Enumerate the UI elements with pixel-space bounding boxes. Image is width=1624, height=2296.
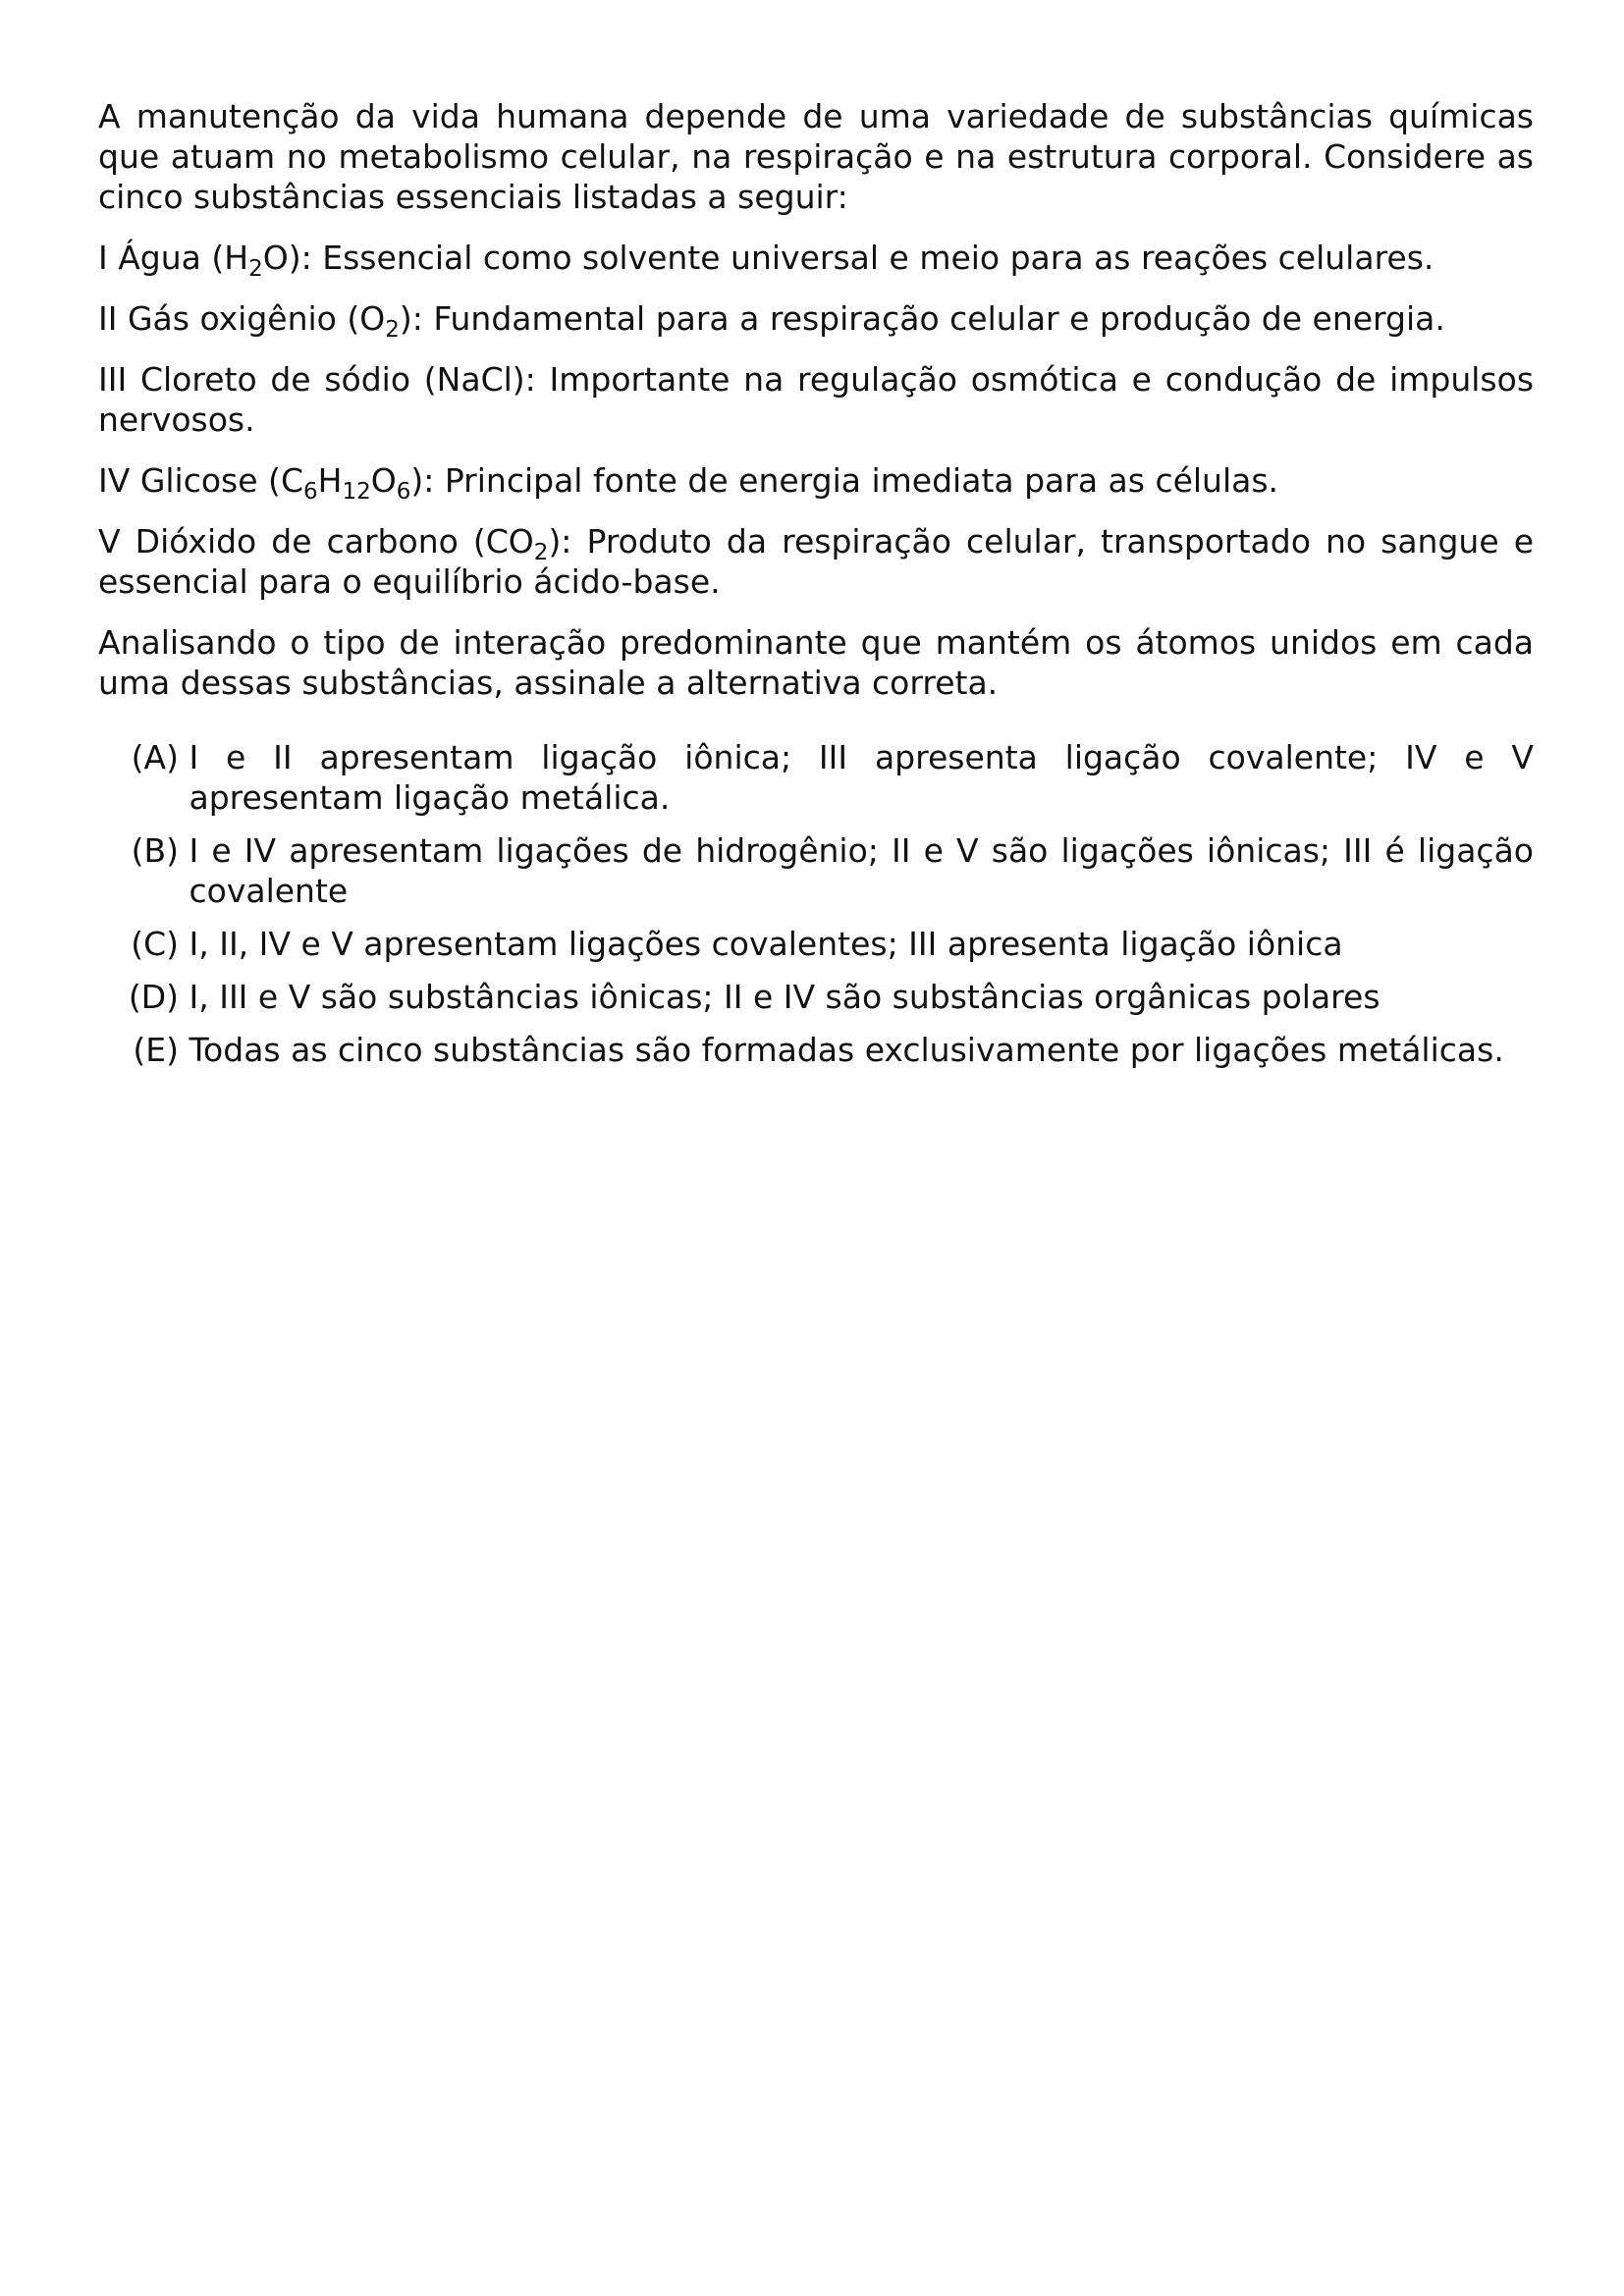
substance-description: Fundamental para a respiração celular e produção de energia. bbox=[433, 299, 1445, 338]
formula-subscript: 2 bbox=[533, 540, 549, 565]
option-text: I e IV apresentam ligações de hidrogênio; II e V são ligações iônicas; III é ligação covalente bbox=[189, 831, 1534, 910]
answer-option[interactable] bbox=[98, 830, 1534, 911]
answer-option[interactable] bbox=[98, 924, 1534, 964]
option-text: Todas as cinco substâncias são formadas exclusivamente por ligações metálicas. bbox=[189, 1031, 1504, 1069]
option-letter: (A) bbox=[131, 738, 179, 776]
substance-formula bbox=[359, 299, 400, 343]
formula-subscript: 12 bbox=[342, 479, 371, 505]
option-text: I, III e V são substâncias iônicas; II e IV são substâncias orgânicas polares bbox=[189, 978, 1380, 1016]
answer-option[interactable] bbox=[98, 977, 1534, 1017]
formula-symbol: CO bbox=[485, 522, 534, 561]
option-letter: (D) bbox=[128, 978, 179, 1016]
substance-formula bbox=[437, 360, 513, 399]
formula-subscript: 6 bbox=[302, 479, 318, 505]
substance-formula bbox=[280, 461, 411, 505]
formula-symbol: H bbox=[317, 461, 343, 500]
substance-numeral: I bbox=[98, 239, 108, 277]
substance-item: IV Glicose $(C_6H_{12}O_6)$: Principal fonte de energia imediata para as células. bbox=[98, 461, 1279, 505]
substance-item: II Gás oxigênio $(O_2)$: Fundamental para a respiração celular e produção de energia. bbox=[98, 299, 1445, 343]
intro-paragraph: A manutenção da vida humana depende de uma variedade de substâncias químicas que atuam no metabolismo celular, na respiração e na estrutura corporal. Considere as cinco substâncias essenciais listadas a seguir: bbox=[98, 97, 1534, 216]
substance-item: V Dióxido de carbono $(CO_2)$: Produto da respiração celular, transportado no sangue e essencial para o equilíbrio ácido-base. bbox=[98, 522, 1534, 601]
answer-option[interactable] bbox=[98, 1030, 1534, 1070]
substance-item: I Água $(H_2O)$: Essencial como solvente universal e meio para as reações celulares. bbox=[98, 239, 1435, 282]
substance-description: Essencial como solvente universal e meio para as reações celulares. bbox=[322, 239, 1435, 277]
option-letter: (C) bbox=[131, 925, 179, 963]
formula-subscript: 6 bbox=[396, 479, 411, 505]
substance-description: Principal fonte de energia imediata para as células. bbox=[444, 461, 1279, 500]
formula-symbol: NaCl bbox=[436, 360, 513, 399]
substance-name: Dióxido de carbono bbox=[135, 522, 459, 561]
substance-numeral: V bbox=[98, 522, 121, 561]
substance-formula bbox=[485, 522, 549, 565]
formula-subscript: 2 bbox=[385, 317, 400, 343]
substance-numeral: II bbox=[98, 299, 118, 338]
substance-numeral: IV bbox=[98, 461, 131, 500]
substance-name: Cloreto de sódio bbox=[139, 360, 411, 399]
question-page bbox=[98, 96, 1534, 1083]
substance-formula bbox=[224, 239, 289, 282]
substance-list bbox=[98, 238, 1534, 602]
substance-name: Glicose bbox=[139, 461, 258, 500]
formula-symbol: O bbox=[262, 239, 289, 277]
formula-symbol: C bbox=[280, 461, 303, 500]
formula-symbol: H bbox=[224, 239, 249, 277]
option-letter: (E) bbox=[133, 1031, 179, 1069]
option-text: I e II apresentam ligação iônica; III apresenta ligação covalente; IV e V apresentam ligação metálica. bbox=[189, 738, 1534, 817]
substance-description: Importante na regulação osmótica e condução de impulsos nervosos. bbox=[98, 360, 1535, 439]
substance-name: Água bbox=[118, 239, 201, 277]
formula-symbol: O bbox=[359, 299, 386, 338]
formula-symbol: O bbox=[370, 461, 397, 500]
option-text: I, II, IV e V apresentam ligações covalentes; III apresenta ligação iônica bbox=[189, 925, 1343, 963]
substance-item: III Cloreto de sódio (NaCl): Importante na regulação osmótica e condução de impulsos nervosos. bbox=[98, 360, 1535, 439]
answer-option[interactable] bbox=[98, 737, 1534, 818]
substance-description: Produto da respiração celular, transportado no sangue e essencial para o equilíbrio ácido-base. bbox=[98, 522, 1534, 601]
answer-options bbox=[98, 737, 1534, 1070]
substance-numeral: III bbox=[98, 360, 128, 399]
option-letter: (B) bbox=[131, 831, 179, 870]
question-paragraph: Analisando o tipo de interação predominante que mantém os átomos unidos em cada uma dessas substâncias, assinale a alternativa correta. bbox=[98, 623, 1534, 702]
substance-name: Gás oxigênio bbox=[127, 299, 337, 338]
formula-subscript: 2 bbox=[248, 256, 263, 282]
